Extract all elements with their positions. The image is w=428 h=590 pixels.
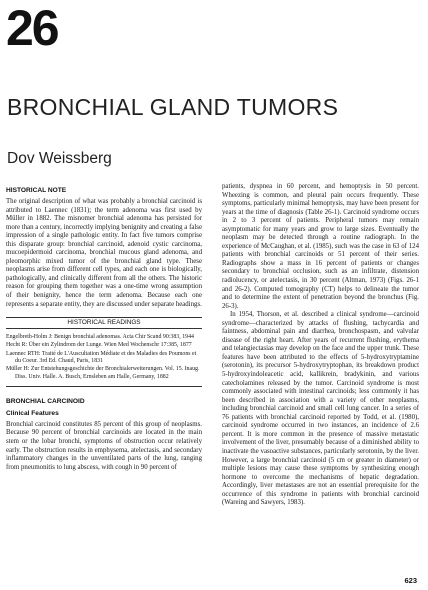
historical-readings-list <box>6 334 202 387</box>
reading-item: Hecht R: Über ein Zylindrom der Lunge. Wien Med Wochenschr 17:385, 1877 <box>6 342 192 349</box>
clinical-features-paragraph: Bronchial carcinoid constitutes 85 percent of this group of neoplasms. Because 90 percent of bronchial carcinoids are located in the main stem or the lobar bronchi, symptoms of obstruction occur relatively early. The obstruction results in emphysema, atelectasis, and secondary inflammatory changes in the unventilated parts of the lung, ranging from pneumonitis to lung abscess, with cough in 90 percent of <box>6 420 202 471</box>
historical-note-heading: HISTORICAL NOTE <box>6 187 67 194</box>
author-name: Dov Weissberg <box>7 150 112 167</box>
clinical-features-continued-paragraph: patients, dyspnea in 60 percent, and hemoptysis in 50 percent. Wheezing is common, and pleural pain occurs frequently. These symptoms, particularly minimal hemoptysis, may have been present for years at the time of diagnosis (Table 26-1). Carcinoid syndrome occurs in 2 to 3 percent of patients. Peripheral tumors may remain asymptomatic for many years and grow to large sizes. Eventually the neoplasm may be detected through a routine radiograph. In the experience of McCaughan, et al. (1985), such was the case in 63 of 124 patients with bronchial carcinoids or 51 percent of their series. Radiographs show a mass in 16 percent of patients or changes secondary to bronchial occlusion, such as an infiltrate, distension radiolucency, or atelectasis, in 30 percent (Altman, 1973) (Figs. 26-1 and 26-2). Computed tomography (CT) helps to delineate the tumor and to determine the extent of penetration beyond the bronchus (Fig. 26-3). <box>222 183 419 310</box>
left-column <box>6 187 202 472</box>
historical-note-paragraph: The original description of what was probably a bronchial carcinoid is attributed to Laennec (1831); the term adenoma was first used by Müller in 1882. The misnomer bronchial adenoma has persisted for more than a century, incorrectly implying benignity and creating a false impression of a single pathologic entity. In fact five tumors comprise this disparate group: bronchial carcinoid, adenoid cystic carcinoma, mucoepidermoid carcinoma, bronchial mucous gland adenoma, and pleomorphic mixed tumor of the bronchial gland type. These neoplasms arise from different cell types, and each one is biologically, pathologically, and clinically different from all the others. The historic reason for grouping them together was a one-time wrong assumption of their benignity, hence the term adenoma. Because each one represents a separate entity, they are discussed under separate headings. <box>6 198 202 308</box>
chapter-title: BRONCHIAL GLAND TUMORS <box>7 94 339 120</box>
reading-item: Laennec RTH: Traité de L'Auscultation Médiate et des Maladies des Poumons et du Coeur. 3rd Ed. Chaud, Paris, 1831 <box>6 350 197 364</box>
reading-item: Müller H: Zur Entstehungsgeschichte der Bronchialerweiterungen. Vol. 15. Inaug. Diss. Univ. Halle. A. Busch, Ernsleben am Halle, Germany, 1882 <box>6 366 200 380</box>
bronchial-carcinoid-heading: BRONCHIAL CARCINOID <box>6 397 85 405</box>
historical-readings-heading: HISTORICAL READINGS <box>6 317 202 329</box>
clinical-features-subheading: Clinical Features <box>6 409 59 417</box>
chapter-number: 26 <box>6 0 58 56</box>
page-number: 623 <box>404 576 417 585</box>
right-column <box>222 183 419 508</box>
carcinoid-syndrome-paragraph: In 1954, Thorson, et al. described a clinical syndrome—carcinoid syndrome—characterized by attacks of flushing, tachycardia and faintness, abdominal pain and diarrhea, bronchospasm, and valvular disease of the right heart. After years of recurrent flushing, erythema and telangiectasias may develop on the face and the upper trunk. These features have been attributed to the effects of 5-hydroxytryptamine (serotonin), its precursor 5-hydroxytryptophan, its breakdown product 5-hydroxyindoleacetic acid, kallikrein, bradykinin, and various catecholamines released by the tumor. Carcinoid syndrome is most commonly associated with intestinal carcinoids; less commonly it has been described in association with a variety of other neoplasms, including bronchial carcinoid and small cell lung cancer. In a series of 76 patients with bronchial carcinoid reported by Todd, et al. (1980), carcinoid syndrome occurred in two instances, an incidence of 2.6 percent. It is more common in the presence of massive metastatic involvement of the liver, presumably because of a diminished ability to inactivate the vasoactive substances, particularly serotonin, by the liver. However, a large bronchial carcinoid (5 cm or greater in diameter) or multiple lesions may cause these symptoms by synthesizing enough hormone to overcome the mechanisms of hepatic degradation. Accordingly, liver metastases are not an essential prerequisite for the occurrence of this syndrome in patients with bronchial carcinoid (Wareing and Sawyers, 1983). <box>222 311 419 507</box>
reading-item: Engelbreth-Holm J: Benign bronchial adenomas. Acta Chir Scand 90:383, 1944 <box>6 334 194 341</box>
